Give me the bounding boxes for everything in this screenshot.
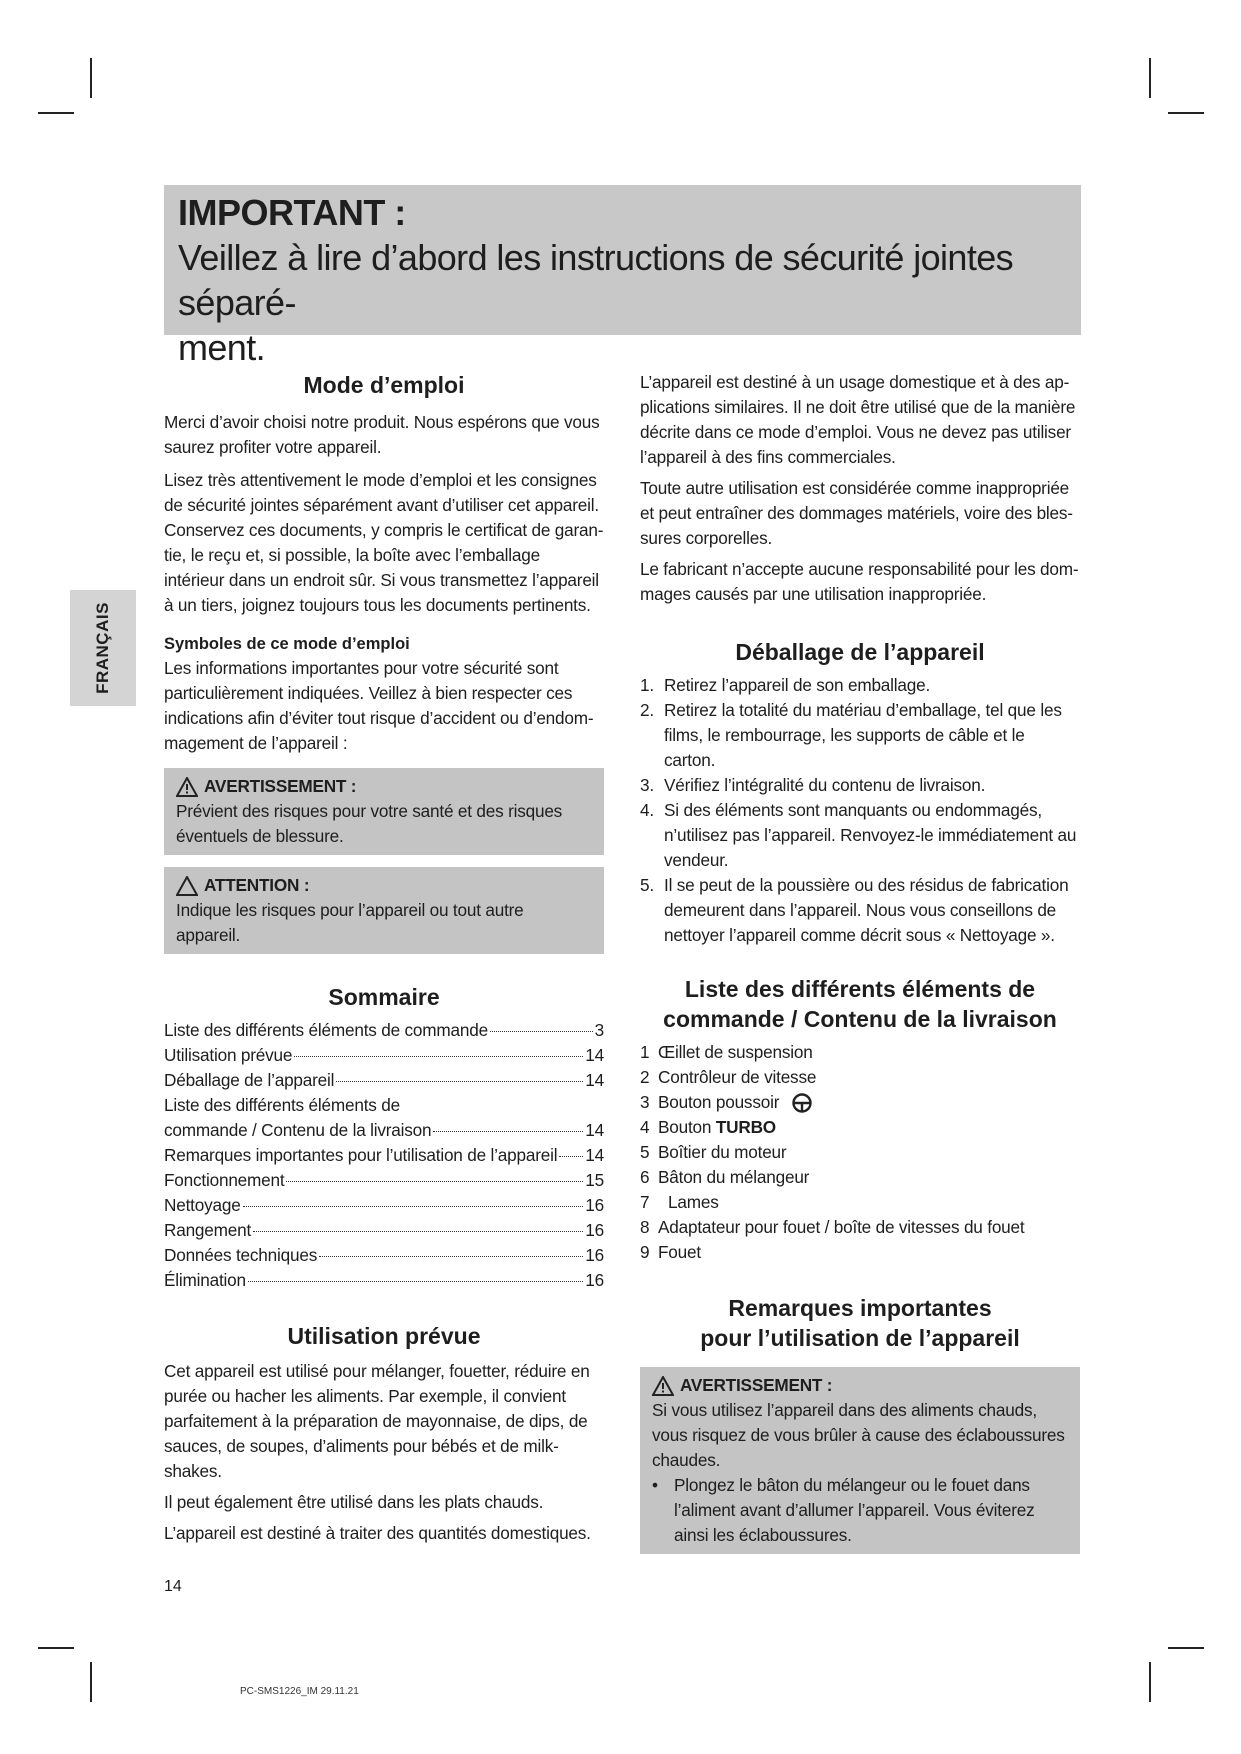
avertissement-box <box>164 768 604 855</box>
toc-page: 14 <box>585 1145 604 1165</box>
avertissement-text: Prévient des risques pour votre santé et des risques éventuels de blessure. <box>176 801 563 846</box>
remarques-warning-text: Si vous utilisez l’appareil dans des aliments chauds, vous risquez de vous brûler à cause des éclaboussures chaudes. <box>652 1400 1065 1470</box>
section-heading-remarques-line2: pour l’utilisation de l’appareil <box>700 1325 1020 1351</box>
toc-page: 3 <box>594 1020 604 1040</box>
toc-page: 15 <box>585 1170 604 1190</box>
parts-item <box>640 1040 1080 1065</box>
toc-label: Élimination <box>164 1270 246 1290</box>
parts-item-text: Contrôleur de vitesse <box>658 1067 817 1087</box>
footer-code: PC-SMS1226_IM 29.11.21 <box>240 1686 359 1697</box>
important-title: IMPORTANT : <box>178 192 406 233</box>
parts-item-text: Boîtier du moteur <box>658 1142 787 1162</box>
deballage-item-text: Vérifiez l’intégralité du contenu de livraison. <box>664 775 986 795</box>
parts-item-number: 6 <box>640 1167 650 1187</box>
bullet-dot-icon: • <box>652 1475 658 1495</box>
toc-dot-leader <box>248 1281 583 1282</box>
crop-mark <box>1149 58 1151 98</box>
section-heading-mode-emploi: Mode d’emploi <box>303 372 465 398</box>
toc-row <box>164 1218 604 1243</box>
remarques-warning-box <box>640 1367 1080 1554</box>
toc-row <box>164 1093 604 1118</box>
important-body-line2: ment. <box>178 327 266 368</box>
deballage-item-text: Retirez l’appareil de son emballage. <box>664 675 931 695</box>
toc-dot-leader <box>294 1056 583 1057</box>
parts-item <box>640 1165 1080 1190</box>
section-heading-remarques-line1: Remarques importantes <box>728 1295 992 1321</box>
left-column <box>164 370 604 1546</box>
toc-row <box>164 1068 604 1093</box>
parts-item <box>640 1115 1080 1140</box>
toc-row <box>164 1143 604 1168</box>
parts-item-number: 3 <box>640 1092 650 1112</box>
warning-triangle-icon <box>176 777 198 797</box>
crop-mark <box>90 1662 92 1702</box>
deballage-item <box>640 673 1080 698</box>
parts-item <box>640 1240 1080 1265</box>
parts-item-number: 7 <box>640 1192 650 1212</box>
toc-page: 14 <box>585 1120 604 1140</box>
attention-title: ATTENTION : <box>204 875 310 895</box>
parts-item-text: Bâton du mélangeur <box>658 1167 810 1187</box>
page-number: 14 <box>164 1578 182 1595</box>
toc-label: Utilisation prévue <box>164 1045 293 1065</box>
toc-page: 16 <box>585 1220 604 1240</box>
parts-item-number: 9 <box>640 1242 650 1262</box>
toc-dot-leader <box>243 1206 584 1207</box>
symboles-heading: Symboles de ce mode d’emploi <box>164 635 410 653</box>
toc-label: Fonctionnement <box>164 1170 285 1190</box>
caution-triangle-icon <box>176 876 198 896</box>
toc-label: Liste des différents éléments de commande <box>164 1020 488 1040</box>
toc-row <box>164 1168 604 1193</box>
section-heading-sommaire: Sommaire <box>328 984 440 1010</box>
remarques-bullet-item <box>652 1473 1068 1548</box>
parts-item-text: Lames <box>668 1192 719 1212</box>
language-tab <box>70 590 136 706</box>
toc-row <box>164 1043 604 1068</box>
remarques-warning-title: AVERTISSEMENT : <box>680 1375 833 1395</box>
deballage-item <box>640 698 1080 773</box>
deballage-item-number: 3. <box>640 775 654 795</box>
section-heading-deballage: Déballage de l’appareil <box>735 639 985 665</box>
parts-list <box>640 1040 1080 1265</box>
deballage-list <box>640 673 1080 948</box>
deballage-item <box>640 798 1080 873</box>
deballage-item-text: Il se peut de la poussière ou des résidus de fabrication demeurent dans l’appareil. Nous vous conseillons de nettoyer l’appareil comme décrit sous « Nettoyage ». <box>664 875 1069 945</box>
important-banner <box>164 185 1081 368</box>
deballage-item <box>640 773 1080 798</box>
parts-item <box>640 1065 1080 1090</box>
toc-label: Déballage de l’appareil <box>164 1070 335 1090</box>
toc-label: Nettoyage <box>164 1195 241 1215</box>
section-heading-liste-line2: commande / Contenu de la livraison <box>663 1006 1057 1032</box>
toc-label: Remarques importantes pour l’utilisation de l’appareil <box>164 1145 558 1165</box>
language-tab-label: FRANÇAIS <box>93 602 112 694</box>
parts-item <box>640 1215 1080 1240</box>
table-of-contents <box>164 1018 604 1293</box>
parts-item-text: Bouton <box>658 1117 716 1137</box>
crop-mark <box>90 58 92 98</box>
parts-item-number: 4 <box>640 1117 650 1137</box>
toc-label: Rangement <box>164 1220 252 1240</box>
toc-page: 16 <box>585 1195 604 1215</box>
crop-mark <box>1149 1662 1151 1702</box>
parts-item-number: 5 <box>640 1142 650 1162</box>
avertissement-title: AVERTISSEMENT : <box>204 776 357 796</box>
toc-row <box>164 1118 604 1143</box>
parts-item-bold: TURBO <box>715 1117 776 1137</box>
toc-row <box>164 1018 604 1043</box>
crop-mark <box>38 112 74 114</box>
toc-dot-leader <box>286 1181 583 1182</box>
parts-item <box>640 1190 1080 1215</box>
toc-row <box>164 1243 604 1268</box>
crop-mark <box>1168 1647 1204 1649</box>
parts-item-text: Œillet de suspension <box>658 1042 813 1062</box>
deballage-item-number: 5. <box>640 875 654 895</box>
mode-emploi-p1: Merci d’avoir choisi notre produit. Nous espérons que vous saurez profiter votre appareil. <box>164 412 600 457</box>
remarques-bullet-text: Plongez le bâton du mélangeur ou le fouet dans l’aliment avant d’allumer l’appareil. Vous éviterez ainsi les éclaboussures. <box>674 1475 1035 1545</box>
toc-label: commande / Contenu de la livraison <box>164 1120 432 1140</box>
toc-page: 14 <box>585 1070 604 1090</box>
intro-p2: Toute autre utilisation est considérée comme inappropriée et peut entraîner des dommages matériels, voire des bles-sures corporelles. <box>640 478 1073 548</box>
utilisation-p1: Cet appareil est utilisé pour mélanger, fouetter, réduire en purée ou hacher les aliments. Par exemple, il convient parfaitement à la préparation de mayonnaise, de dips, de sauces, de soupes, d’aliments pour bébés et de milk-shakes. <box>164 1361 590 1481</box>
toc-page: 14 <box>585 1045 604 1065</box>
deballage-item-text: Si des éléments sont manquants ou endommagés, n’utilisez pas l’appareil. Renvoyez-le immédiatement au vendeur. <box>664 800 1077 870</box>
deballage-item-number: 2. <box>640 700 654 720</box>
toc-row <box>164 1193 604 1218</box>
attention-box <box>164 867 604 954</box>
deballage-item-number: 4. <box>640 800 654 820</box>
parts-item-text: Fouet <box>658 1242 701 1262</box>
push-button-icon <box>791 1092 813 1114</box>
section-heading-liste-line1: Liste des différents éléments de <box>684 976 1036 1002</box>
toc-row <box>164 1268 604 1293</box>
toc-dot-leader <box>559 1156 583 1157</box>
deballage-item-text: Retirez la totalité du matériau d’emballage, tel que les films, le rembourrage, les supports de câble et le carton. <box>664 700 1062 770</box>
right-column <box>640 370 1080 1554</box>
parts-item-text: Bouton poussoir <box>658 1092 780 1112</box>
toc-page: 16 <box>585 1270 604 1290</box>
deballage-item <box>640 873 1080 948</box>
intro-p1: L’appareil est destiné à un usage domestique et à des ap-plications similaires. Il ne doit être utilisé que de la manière décrite dans ce mode d’emploi. Vous ne devez pas utiliser l’appareil à des fins commerciales. <box>640 372 1076 467</box>
toc-label: Liste des différents éléments de <box>164 1095 400 1115</box>
important-body-line1: Veillez à lire d’abord les instructions de sécurité jointes séparé- <box>178 237 1014 323</box>
section-heading-utilisation: Utilisation prévue <box>287 1323 481 1349</box>
parts-item-text: Adaptateur pour fouet / boîte de vitesses du fouet <box>658 1217 1025 1237</box>
parts-item-number: 1 <box>640 1042 650 1062</box>
utilisation-p3: L’appareil est destiné à traiter des quantités domestiques. <box>164 1523 591 1543</box>
deballage-item-number: 1. <box>640 675 654 695</box>
toc-dot-leader <box>490 1031 593 1032</box>
parts-item-number: 2 <box>640 1067 650 1087</box>
mode-emploi-p2: Lisez très attentivement le mode d’emploi et les consignes de sécurité jointes séparément avant d’utiliser cet appareil. Conservez ces documents, y compris le certificat de garan-tie, le reçu et, si possible, la boîte avec l’emballage intérieur dans un endroit sûr. Si vous transmettez l’appareil à un tiers, joignez toujours tous les documents pertinents. <box>164 470 604 615</box>
toc-dot-leader <box>319 1256 583 1257</box>
intro-p3: Le fabricant n’accepte aucune responsabilité pour les dom-mages causés par une utilisation inappropriée. <box>640 559 1079 604</box>
warning-triangle-icon <box>652 1376 674 1396</box>
parts-item-number: 8 <box>640 1217 650 1237</box>
toc-dot-leader <box>336 1081 583 1082</box>
crop-mark <box>1168 112 1204 114</box>
toc-dot-leader <box>433 1131 583 1132</box>
utilisation-p2: Il peut également être utilisé dans les plats chauds. <box>164 1492 544 1512</box>
symboles-text: Les informations importantes pour votre sécurité sont particulièrement indiquées. Veillez à bien respecter ces indications afin d’éviter tout risque d’accident ou d’endom-magement de l’appareil : <box>164 658 594 753</box>
parts-item <box>640 1090 1080 1115</box>
toc-label: Données techniques <box>164 1245 318 1265</box>
crop-mark <box>38 1647 74 1649</box>
parts-item <box>640 1140 1080 1165</box>
attention-text: Indique les risques pour l’appareil ou tout autre appareil. <box>176 900 524 945</box>
toc-dot-leader <box>253 1231 583 1232</box>
toc-page: 16 <box>585 1245 604 1265</box>
